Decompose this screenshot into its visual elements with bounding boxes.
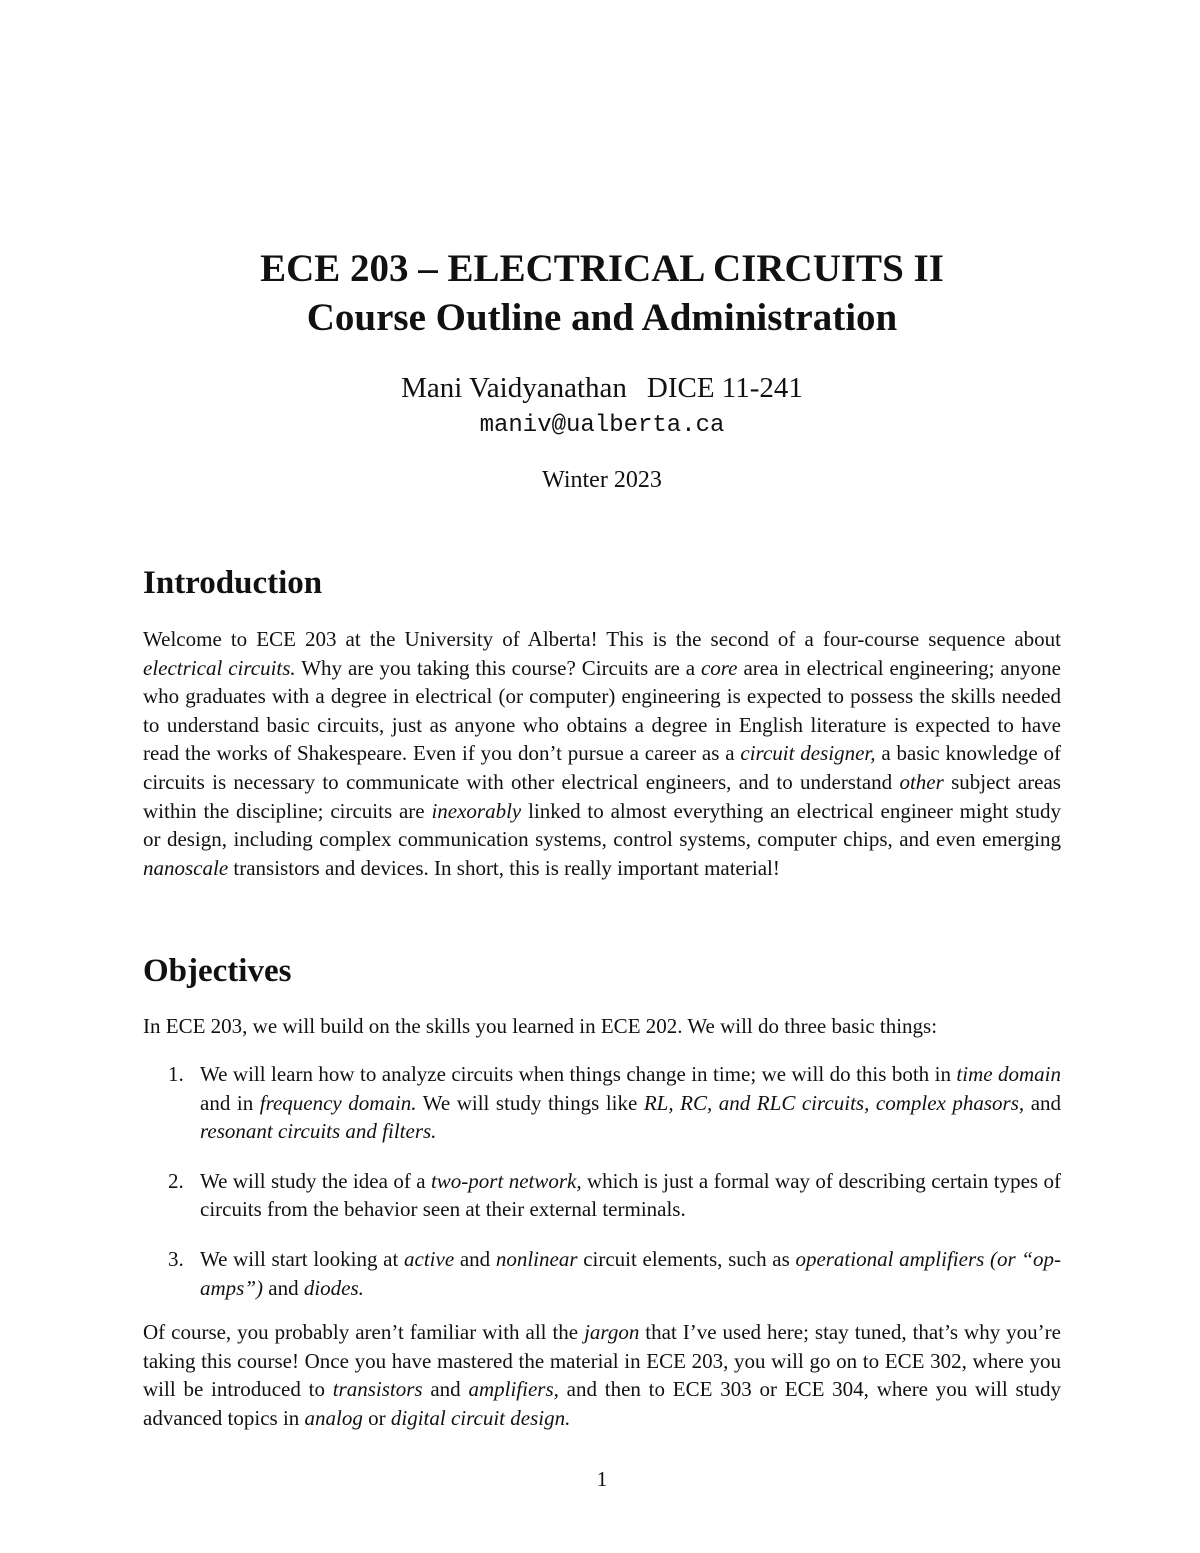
closing-paragraph: Of course, you probably aren’t familiar with all the jargon that I’ve used here; stay tuned, that’s why you’re taking this course! Once you have mastered the material in ECE 203, you will go on to ECE 302, where you will be introduced to transistors and amplifiers, and then to ECE 303 or ECE 304, where you will study advanced topics in analog or digital circuit design. [143, 1320, 1061, 1430]
author-office: DICE 11-241 [646, 372, 803, 404]
list-item [143, 1060, 1061, 1146]
introduction-paragraph: Welcome to ECE 203 at the University of Alberta! This is the second of a four-course sequence about electrical circuits. Why are you taking this course? Circuits are a core area in electrical engineering; anyone who graduates with a degree in electrical (or computer) engineering is expected to possess the skills needed to understand basic circuits, just as anyone who obtains a degree in English literature is expected to have read the works of Shakespeare. Even if you don’t pursue a career as a circuit designer, a basic knowledge of circuits is necessary to communicate with other electrical engineers, and to understand other subject areas within the discipline; circuits are inexorably linked to almost everything an electrical engineer might study or design, including complex communication systems, control systems, computer chips, and even emerging nanoscale transistors and devices. In short, this is really important material! [143, 627, 1061, 880]
list-item [143, 1245, 1061, 1302]
list-item [143, 1167, 1061, 1224]
list-item-number: 3. [168, 1246, 184, 1271]
list-item-text: We will start looking at active and nonlinear circuit elements, such as operational amplifiers (or “op-amps”) and diodes. [200, 1246, 1061, 1300]
objectives-heading: Objectives [143, 953, 292, 989]
list-item-text: We will study the idea of a two-port network, which is just a formal way of describing certain types of circuits from the behavior seen at their external terminals. [200, 1168, 1061, 1222]
introduction-heading: Introduction [143, 565, 323, 601]
objectives-lead: In ECE 203, we will build on the skills you learned in ECE 202. We will do three basic things: [143, 1014, 938, 1038]
author-line [143, 368, 1061, 408]
page-number: 1 [596, 1467, 608, 1491]
list-item-text: We will learn how to analyze circuits when things change in time; we will do this both in time domain and in frequency domain. We will study things like RL, RC, and RLC circuits, complex phasors, and resonant circuits and filters. [200, 1062, 1062, 1144]
author-email: maniv@ualberta.ca [479, 412, 725, 439]
list-item-number: 1. [168, 1062, 184, 1086]
document-page [143, 0, 1061, 1553]
course-subtitle: Course Outline and Administration [306, 296, 898, 339]
list-item-number: 2. [168, 1168, 184, 1193]
term: Winter 2023 [542, 467, 662, 493]
objectives-list [143, 1060, 1061, 1323]
course-title: ECE 203 – ELECTRICAL CIRCUITS II [260, 247, 944, 290]
author-name: Mani Vaidyanathan [401, 372, 627, 404]
